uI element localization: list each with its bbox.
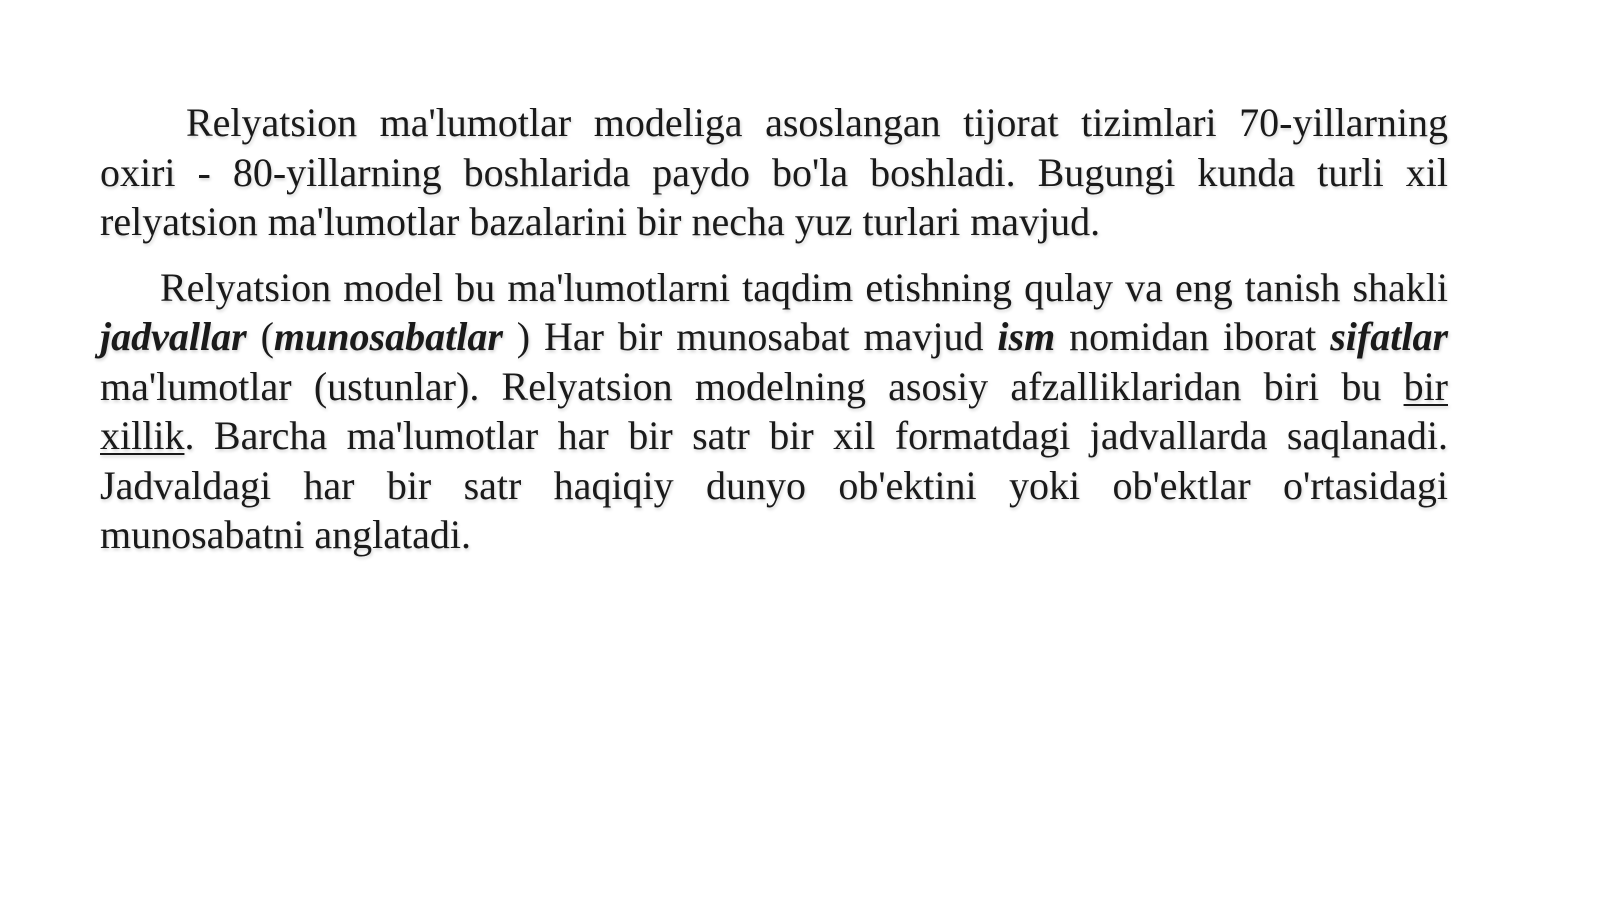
paragraph-2-segment-4: nomidan iborat — [1055, 314, 1331, 359]
term-ism: ism — [997, 314, 1056, 359]
paragraph-2-segment-5: ma'lumotlar (ustunlar). Relyatsion modelning asosiy afzalliklaridan biri bu — [100, 363, 1404, 409]
term-jadvallar: jadvallar — [100, 314, 247, 359]
paragraph-2-segment-2: ( — [246, 314, 274, 359]
slide-body-text — [100, 98, 1448, 560]
paragraph-1: Relyatsion ma'lumotlar modeliga asoslangan tijorat tizimlari 70-yillarning oxiri - 80-yillarning boshlarida paydo bo'la boshladi. Bugungi kunda turli xil relyatsion ma'lumotlar bazalarini bir necha yuz turlari mavjud. — [100, 100, 1448, 244]
paragraph-2 — [100, 263, 1448, 560]
paragraph-2-segment-6: . Barcha ma'lumotlar har bir satr bir xil formatdagi jadvallarda saqlanadi. Jadvaldagi har bir satr haqiqiy dunyo ob'ektini yoki ob'ektlar o'rtasidagi munosabatni anglatadi. — [100, 413, 1448, 557]
term-sifatlar: sifatlar — [1330, 314, 1449, 359]
term-bir-xillik: bir xillik — [100, 363, 1448, 458]
paragraph-2-segment-1: Relyatsion model bu ma'lumotlarni taqdim etishning qulay va eng tanish shakli — [160, 264, 1448, 310]
term-munosabatlar: munosabatlar — [273, 314, 503, 359]
paragraph-2-segment-3: ) Har bir munosabat mavjud — [502, 314, 998, 359]
